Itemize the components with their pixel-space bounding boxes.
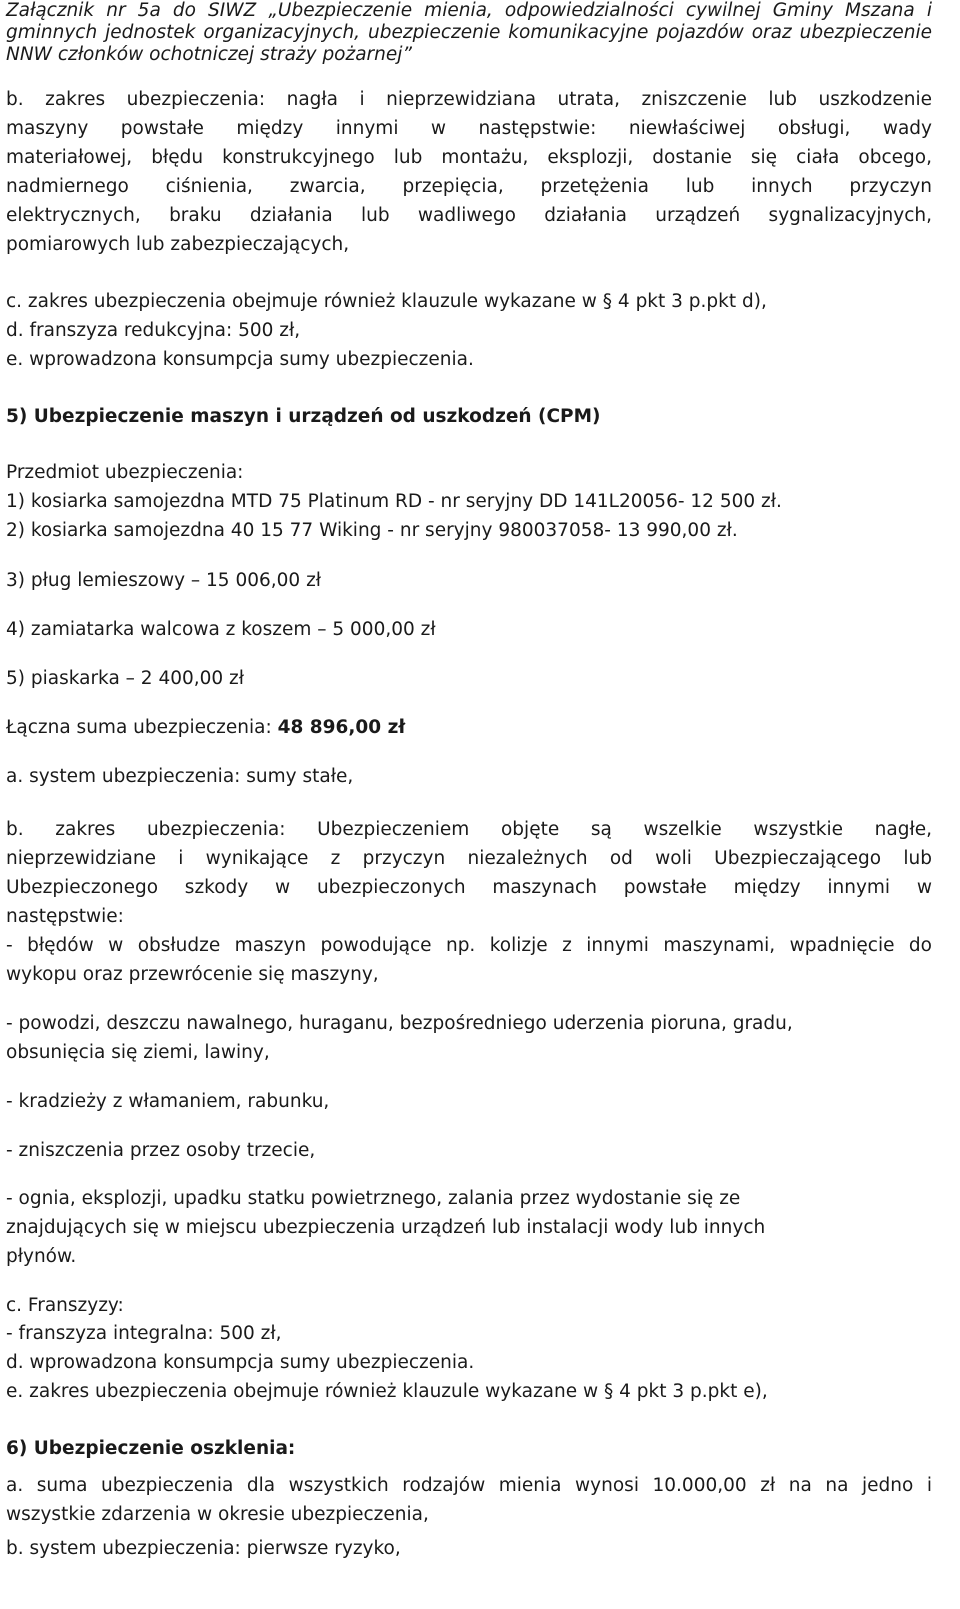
header-line-3: NNW członków ochotniczej straży pożarnej” (6, 44, 412, 65)
s5-total-value: 48 896,00 zł (277, 717, 406, 738)
s5-c-item: - franszyza integralna: 500 zł, (6, 1323, 282, 1344)
s5-e: e. zakres ubezpieczenia obejmuje również klauzule wykazane w § 4 pkt 3 p.pkt e), (6, 1381, 768, 1402)
s5-item-3: 3) pług lemieszowy – 15 006,00 zł (6, 570, 322, 591)
s5-item-1: 1) kosiarka samojezdna MTD 75 Platinum RD - nr seryjny DD 141L20056- 12 500 zł. (6, 491, 782, 512)
s5-dash4: - zniszczenia przez osoby trzecie, (6, 1140, 316, 1161)
s5-dash3: - kradzieży z włamaniem, rabunku, (6, 1091, 330, 1112)
s5-dash2-line-2: obsunięcia się ziemi, lawiny, (6, 1042, 270, 1063)
s5-b-line-3: Ubezpieczonego szkody w ubezpieczonych maszynach powstałe między innymi w (6, 877, 932, 898)
s4-b-line-2: maszyny powstałe między innymi w następstwie: niewłaściwej obsługi, wady (6, 118, 932, 139)
s5-dash5-line-3: płynów. (6, 1246, 77, 1267)
section-6-heading: 6) Ubezpieczenie oszklenia: (6, 1438, 296, 1459)
s5-item-5: 5) piaskarka – 2 400,00 zł (6, 668, 245, 689)
header-line-1: Załącznik nr 5a do SIWZ „Ubezpieczenie mienia, odpowiedzialności cywilnej Gminy Mszana i (6, 0, 932, 21)
s6-a-line-2: wszystkie zdarzenia w okresie ubezpieczenia, (6, 1504, 429, 1525)
s5-item-4: 4) zamiatarka walcowa z koszem – 5 000,00 zł (6, 619, 436, 640)
s5-total (6, 717, 405, 739)
s5-a: a. system ubezpieczenia: sumy stałe, (6, 766, 354, 787)
s5-b-line-2: nieprzewidziane i wynikające z przyczyn niezależnych od woli Ubezpieczającego lub (6, 848, 932, 869)
s5-dash1-line-1: - błędów w obsłudze maszyn powodujące np. kolizje z innymi maszynami, wpadnięcie do (6, 935, 932, 956)
s5-subject-label: Przedmiot ubezpieczenia: (6, 462, 244, 483)
s4-d: d. franszyza redukcyjna: 500 zł, (6, 320, 301, 341)
s4-e: e. wprowadzona konsumpcja sumy ubezpieczenia. (6, 349, 474, 370)
s4-b-line-5: elektrycznych, braku działania lub wadliwego działania urządzeń sygnalizacyjnych, (6, 205, 932, 226)
s5-d: d. wprowadzona konsumpcja sumy ubezpieczenia. (6, 1352, 475, 1373)
s4-b-line-4: nadmiernego ciśnienia, zwarcia, przepięcia, przetężenia lub innych przyczyn (6, 176, 932, 197)
s5-dash2-line-1: - powodzi, deszczu nawalnego, huraganu, bezpośredniego uderzenia pioruna, gradu, (6, 1013, 793, 1034)
s6-b: b. system ubezpieczenia: pierwsze ryzyko, (6, 1538, 401, 1559)
s5-dash5-line-1: - ognia, eksplozji, upadku statku powietrznego, zalania przez wydostanie się ze (6, 1188, 741, 1209)
s5-c: c. Franszyzy: (6, 1295, 124, 1316)
s5-total-label: Łączna suma ubezpieczenia: (6, 717, 278, 738)
s5-b-line-1: b. zakres ubezpieczenia: Ubezpieczeniem objęte są wszelkie wszystkie nagłe, (6, 819, 932, 840)
s5-dash5-line-2: znajdujących się w miejscu ubezpieczenia urządzeń lub instalacji wody lub innych (6, 1217, 766, 1238)
s6-a-line-1: a. suma ubezpieczenia dla wszystkich rodzajów mienia wynosi 10.000,00 zł na na jedno i (6, 1475, 932, 1496)
s4-b-line-1: b. zakres ubezpieczenia: nagła i nieprzewidziana utrata, zniszczenie lub uszkodzenie (6, 89, 932, 110)
s4-c: c. zakres ubezpieczenia obejmuje również klauzule wykazane w § 4 pkt 3 p.pkt d), (6, 291, 767, 312)
s5-item-2: 2) kosiarka samojezdna 40 15 77 Wiking - nr seryjny 980037058- 13 990,00 zł. (6, 520, 738, 541)
section-5-heading: 5) Ubezpieczenie maszyn i urządzeń od uszkodzeń (CPM) (6, 406, 601, 427)
s5-b-line-4: następstwie: (6, 906, 124, 927)
s4-b-line-6: pomiarowych lub zabezpieczających, (6, 234, 350, 255)
header-line-2: gminnych jednostek organizacyjnych, ubezpieczenie komunikacyjne pojazdów oraz ubezpieczenie (6, 22, 932, 43)
s4-b-line-3: materiałowej, błędu konstrukcyjnego lub montażu, eksplozji, dostanie się ciała obcego, (6, 147, 932, 168)
s5-dash1-line-2: wykopu oraz przewrócenie się maszyny, (6, 964, 379, 985)
